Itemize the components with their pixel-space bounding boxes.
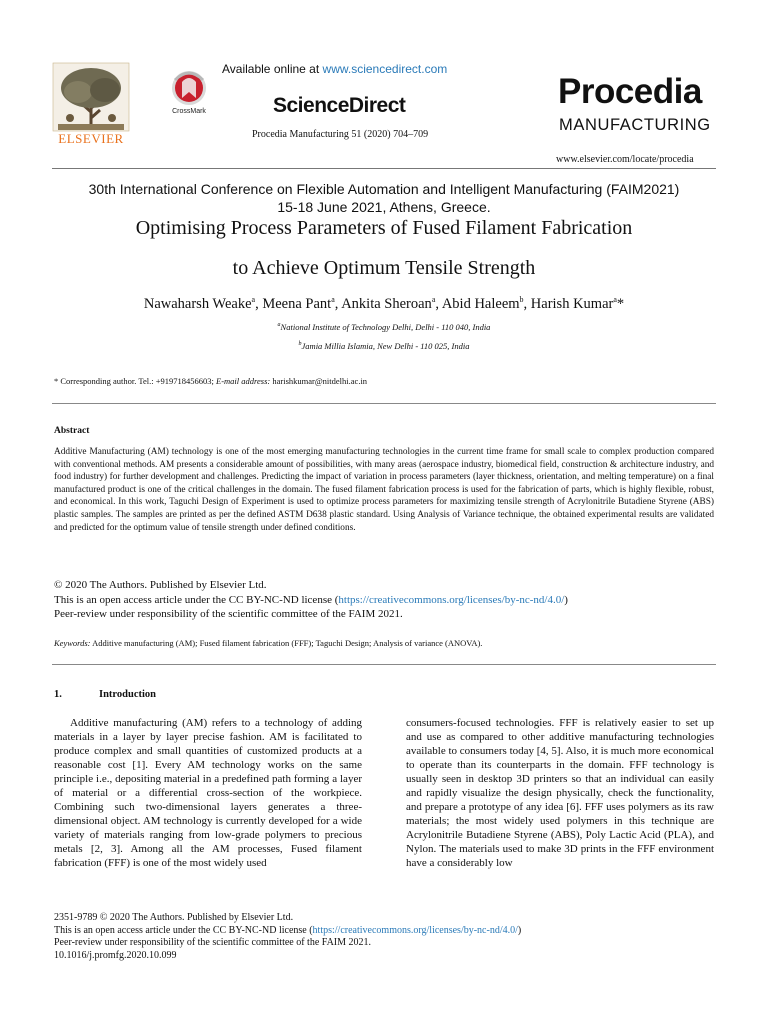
footer-issn: 2351-9789 © 2020 The Authors. Published by Elsevier Ltd.	[54, 912, 294, 923]
affiliation-text: National Institute of Technology Delhi, Delhi - 110 040, India	[280, 322, 491, 332]
divider	[52, 664, 716, 665]
keywords-text: Additive manufacturing (AM); Fused filament fabrication (FFF); Taguchi Design; Analysis of variance (ANOVA).	[90, 638, 483, 648]
peer-review-line: Peer-review under responsibility of the scientific committee of the FAIM 2021.	[54, 608, 403, 620]
author-separator: ,	[435, 295, 442, 312]
author-list	[0, 295, 768, 313]
open-access-line	[54, 593, 714, 608]
author-affil-marker: a	[331, 295, 335, 304]
affiliation-marker: a	[277, 322, 281, 329]
license-block	[54, 578, 714, 622]
journal-logo-procedia: Procedia	[558, 72, 702, 111]
journal-url[interactable]: www.elsevier.com/locate/procedia	[556, 154, 694, 165]
author-affil-marker: b	[519, 295, 524, 304]
author-affil-marker: a	[431, 295, 436, 304]
author-name: Nawaharsh Weake	[143, 295, 252, 312]
footer-open-access-suffix: )	[517, 924, 522, 936]
author-separator: ,	[523, 295, 531, 312]
abstract-heading: Abstract	[54, 426, 90, 436]
license-link[interactable]: https://creativecommons.org/licenses/by-nc-nd/4.0/	[338, 593, 565, 606]
affiliation-b	[0, 341, 768, 351]
footer-doi[interactable]: 10.1016/j.promfg.2020.10.099	[54, 949, 177, 961]
corresponding-text: * Corresponding author. Tel.: +919718456603;	[54, 376, 216, 386]
elsevier-wordmark: ELSEVIER	[58, 131, 124, 146]
section-heading	[54, 689, 156, 700]
available-online	[222, 62, 447, 76]
paper-title-line2: to Achieve Optimum Tensile Strength	[232, 257, 536, 279]
available-prefix: Available online at	[222, 62, 323, 76]
section-title: Introduction	[99, 689, 156, 700]
journal-logo-manufacturing: MANUFACTURING	[559, 116, 711, 134]
divider	[52, 403, 716, 404]
author-affil-marker: a	[613, 295, 617, 304]
open-access-prefix: This is an open access article under the CC BY-NC-ND license (	[54, 593, 339, 606]
crossmark-label: CrossMark	[172, 108, 206, 115]
conference-name: 30th International Conference on Flexible Automation and Intelligent Manufacturing (FAIM2021)	[88, 181, 680, 197]
keywords	[54, 638, 714, 648]
author-affil-marker: a	[251, 295, 256, 304]
body-column-left: Additive manufacturing (AM) refers to a technology of adding materials in a layer by layer precise fashion. AM is facilitated to produce complex and small quantities of customized products at a reasonable cost [1]. Every AM technology works on the same principle i.e., depositing material in a predefined path forming a layer of material or a differential cross-section of the workpiece. Combining such two-dimensional layers generates a three-dimensional object. AM technology is currently developed for a wide variety of materials ranging from low-grade polymers to precious metals [2, 3]. Among all the AM processes, Fused filament fabrication (FFF) is one of the most widely used	[54, 717, 362, 869]
footer-open-access	[54, 925, 714, 938]
author-name: Abid Haleem	[441, 295, 520, 312]
author-separator: *	[616, 295, 625, 312]
body-column-right: consumers-focused technologies. FFF is relatively easier to set up and use as compared to other additive manufacturing technologies available to consumers today [4, 5]. Also, it is much more economical to operate than its counterparts in the domain. FFF technology is usually seen in desktop 3D printers so that an individual can easily and rapidly visualize the design physically, check the functionality, and prepare a prototype of any idea [6]. FFF uses polymers as its raw materials; the most widely used polymers in this technique are Acrylonitrile Butadiene Styrene (ABS), Poly Lactic Acid (PLA), and Nylon. The materials used to make 3D prints in the FFF environment have a considerably low	[406, 717, 714, 869]
author-separator: ,	[255, 295, 263, 312]
copyright-line: © 2020 The Authors. Published by Elsevier Ltd.	[54, 579, 267, 591]
footer-open-access-prefix: This is an open access article under the CC BY-NC-ND license (	[54, 924, 313, 936]
email-address[interactable]: harishkumar@nitdelhi.ac.in	[272, 376, 368, 386]
paper-title-line1: Optimising Process Parameters of Fused Filament Fabrication	[135, 217, 633, 239]
author-separator: ,	[334, 295, 342, 312]
footer	[54, 912, 714, 962]
affiliation-a	[0, 322, 768, 332]
author-name: Ankita Sheroan	[341, 295, 432, 312]
email-label: E-mail address:	[216, 376, 273, 386]
affiliation-text: Jamia Millia Islamia, New Delhi - 110 025, India	[301, 341, 470, 351]
conference-date: 15-18 June 2021, Athens, Greece.	[277, 199, 491, 215]
corresponding-author	[54, 376, 367, 386]
abstract-body: Additive Manufacturing (AM) technology is one of the most emerging manufacturing technologies in the current time frame for small scale to complex production compared with conventional methods. AM presents a considerable amount of possibilities, with many areas (aerospace industry, biomedical field, construction & architecture industry, and food industry) for further development and challenges. Predicting the impact of variation in process parameters (layer thickness, orientation, and melting temperature) on a final manufactured product is one of the critical challenges in the domain. The fused filament fabrication process is used for the fabrication of parts, which is highly flexible, robust, and economical. In this work, Taguchi Design of Experiment is used to optimize process parameters for maximizing tensile strength of Acrylonitrile Butadiene Styrene (ABS) plastic samples. The samples are printed as per the defined ASTM D638 plastic standard. Using Analysis of Variance technique, the obtained experimental results are validated and predicted for the optimum value of tensile strength under defined conditions.	[54, 447, 714, 533]
journal-reference: Procedia Manufacturing 51 (2020) 704–709	[252, 129, 429, 140]
section-number: 1.	[54, 689, 62, 700]
footer-license-link[interactable]: https://creativecommons.org/licenses/by-nc-nd/4.0/	[312, 924, 518, 936]
sciencedirect-wordmark: ScienceDirect	[273, 94, 406, 117]
keywords-label: Keywords:	[54, 638, 91, 648]
footer-peer-review: Peer-review under responsibility of the scientific committee of the FAIM 2021.	[54, 937, 372, 948]
header-divider	[52, 168, 716, 169]
sciencedirect-link[interactable]: www.sciencedirect.com	[322, 62, 448, 76]
open-access-suffix: )	[564, 593, 568, 606]
affiliation-marker: b	[298, 341, 302, 348]
author-name: Meena Pant	[262, 295, 332, 312]
author-name: Harish Kumar	[530, 295, 614, 312]
